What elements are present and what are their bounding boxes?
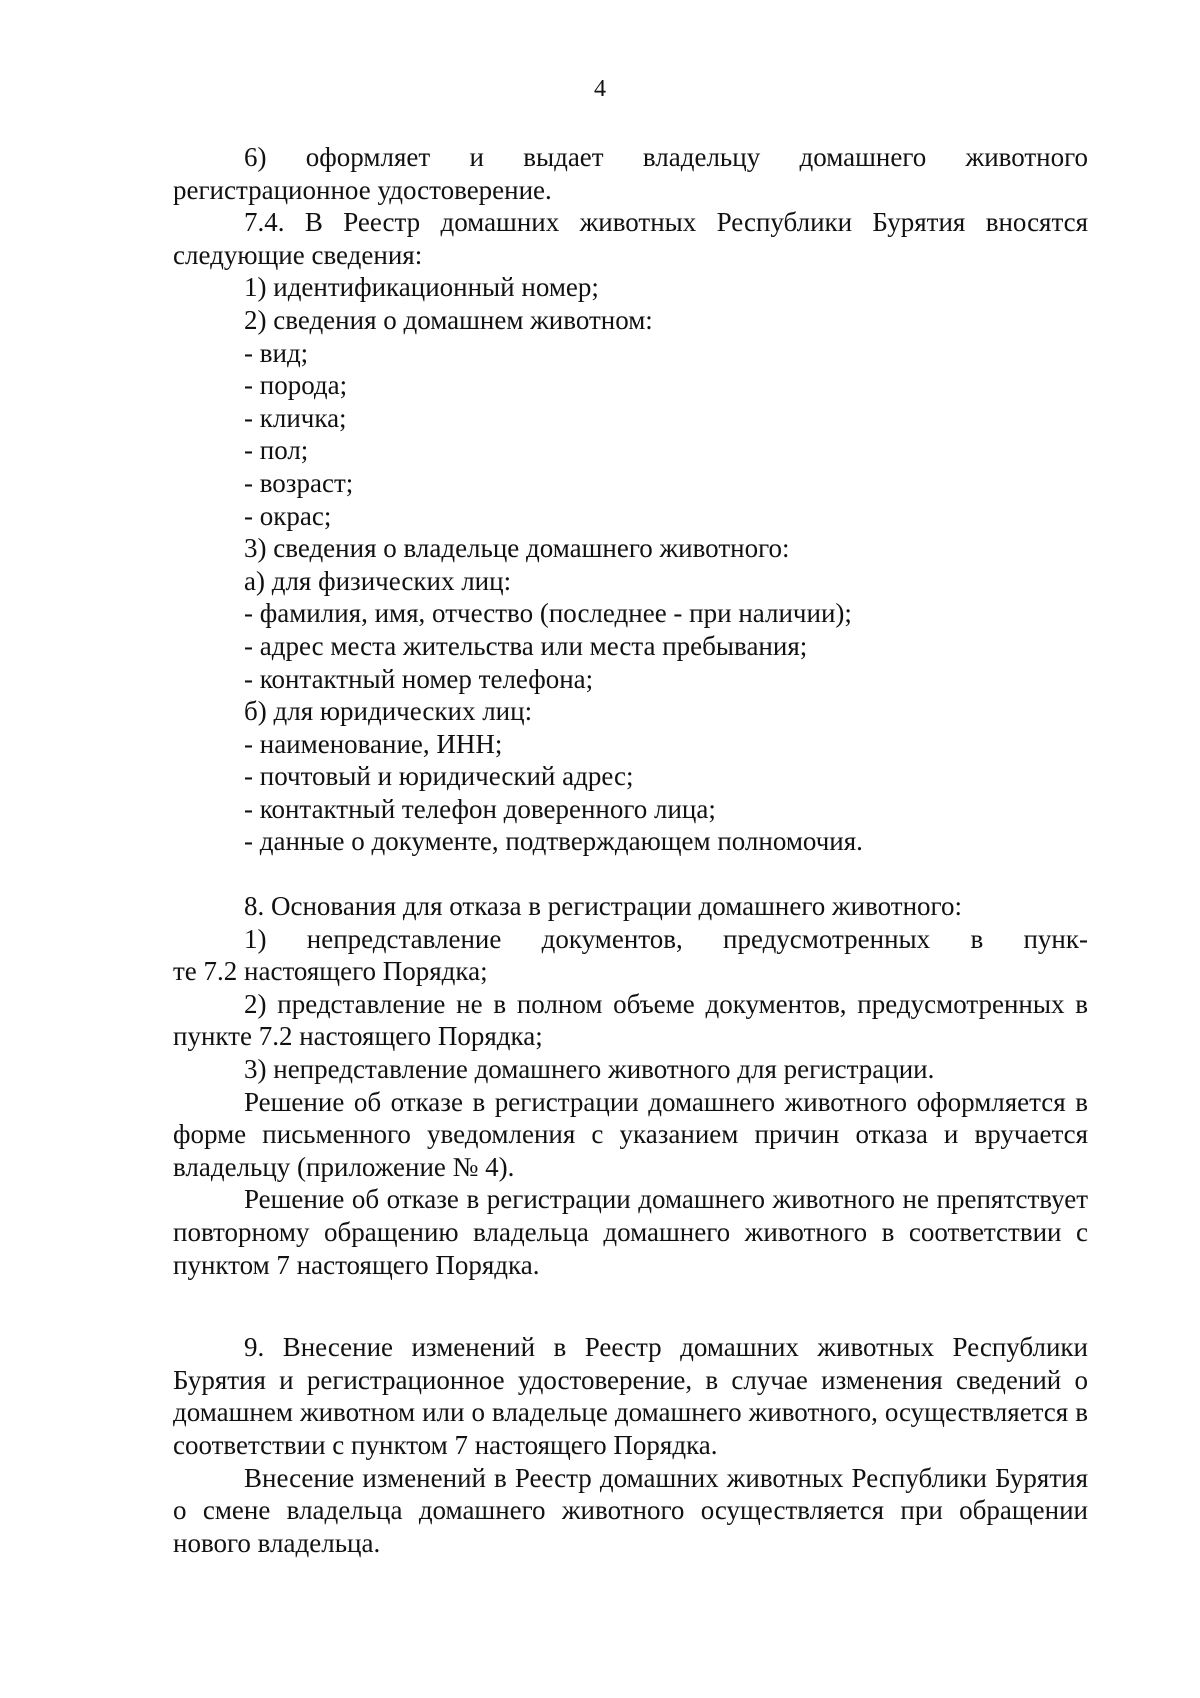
paragraph-8-1-line1: 1) непредставление документов, предусмотренных в пунк- [244, 923, 1088, 954]
list-item-owner-info: 3) сведения о владельце домашнего животного: [244, 533, 790, 564]
list-item-address: - адрес места жительства или места пребывания; [244, 630, 808, 661]
paragraph-owner-change: Внесение изменений в Реестр домашних животных Республики Бурятия о смене владельца домашнего животного осуществляется при обращении нового владельца. [173, 1462, 1088, 1558]
paragraph-8-1-line2: те 7.2 настоящего Порядка; [173, 956, 488, 987]
list-item-color: - окрас; [244, 500, 332, 531]
document-body [173, 141, 1088, 1559]
list-item-postal-address: - почтовый и юридический адрес; [244, 761, 634, 792]
list-item-species: - вид; [244, 337, 309, 368]
list-item-id-number: 1) идентификационный номер; [244, 272, 599, 303]
paragraph-refusal-notice: Решение об отказе в регистрации домашнего животного оформляется в форме письменного уведомления с указанием причин отказа и вручается владельцу (приложение № 4). [173, 1086, 1088, 1182]
paragraph-9: 9. Внесение изменений в Реестр домашних животных Республики Бурятия и регистрационное удостоверение, в случае изменения сведений о домашнем животном или о владельце домашнего животного, осуществляется в соответствии с пунктом 7 настоящего Порядка. [173, 1332, 1088, 1460]
list-item-phone: - контактный номер телефона; [244, 663, 594, 694]
paragraph-refusal-reapply: Решение об отказе в регистрации домашнего животного не препятствует повторному обращению владельца домашнего животного в соответствии с пунктом 7 настоящего Порядка. [173, 1184, 1088, 1280]
list-item-proxy-phone: - контактный телефон доверенного лица; [244, 793, 716, 824]
list-item-name: - кличка; [244, 402, 347, 433]
list-item-breed: - порода; [244, 370, 348, 401]
paragraph-8-3: 3) непредставление домашнего животного для регистрации. [244, 1054, 935, 1085]
list-item-full-name: - фамилия, имя, отчество (последнее - при наличии); [244, 598, 852, 629]
list-item-authority-doc: - данные о документе, подтверждающем полномочия. [244, 826, 863, 857]
list-item-animal-info: 2) сведения о домашнем животном: [244, 304, 653, 335]
page-number: 4 [594, 76, 606, 102]
list-item-individuals: а) для физических лиц: [244, 565, 512, 596]
paragraph-7-4: 7.4. В Реестр домашних животных Республики Бурятия вносятся следующие сведения: [173, 207, 1088, 270]
list-item-age: - возраст; [244, 467, 354, 498]
paragraph-8: 8. Основания для отказа в регистрации домашнего животного: [244, 891, 962, 922]
paragraph-8-2: 2) представление не в полном объеме документов, предусмотренных в пункте 7.2 настоящего Порядка; [173, 988, 1088, 1052]
list-item-title-inn: - наименование, ИНН; [244, 728, 503, 759]
list-item-sex: - пол; [244, 435, 309, 466]
list-item-legal-entities: б) для юридических лиц: [244, 696, 533, 727]
paragraph-6: 6) оформляет и выдает владельцу домашнего животного регистрационное удостоверение. [173, 142, 1088, 205]
